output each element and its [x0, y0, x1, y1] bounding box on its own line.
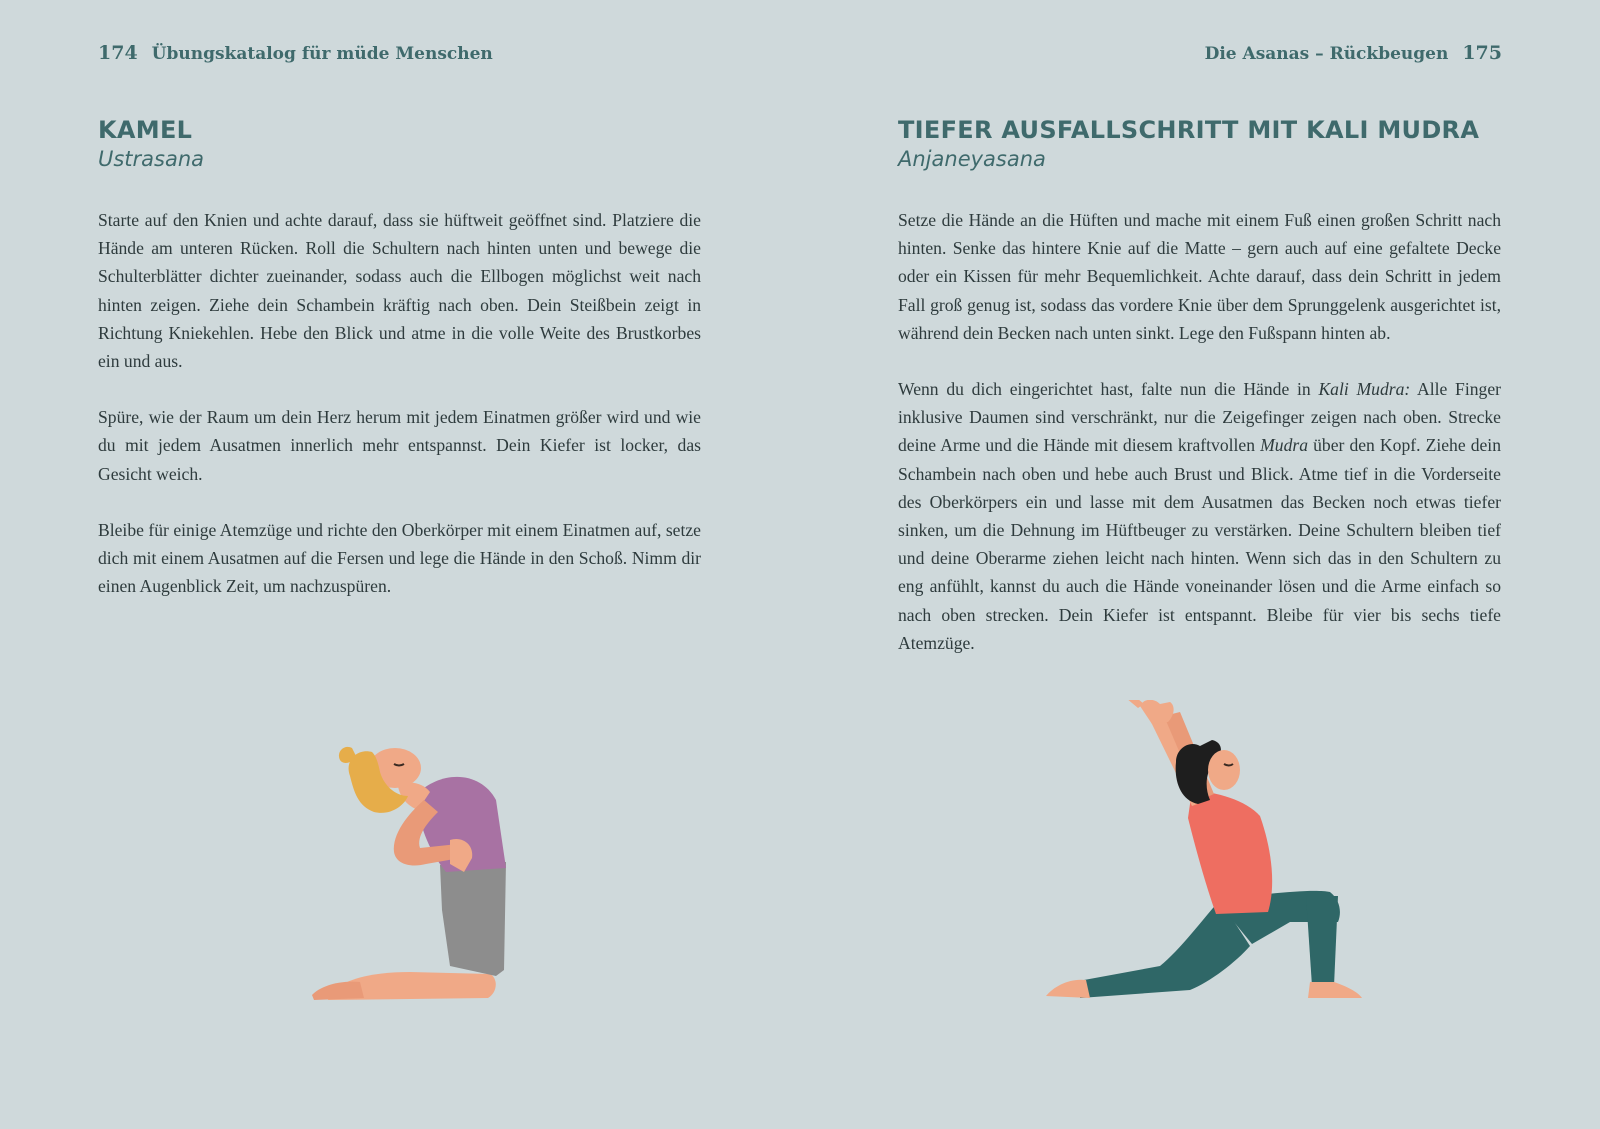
lunge-back-foot	[1046, 980, 1090, 998]
lunge-pose-sanskrit-name: Anjaneyasana	[898, 147, 1046, 171]
camel-paragraph-1: Starte auf den Knien und achte darauf, dass sie hüftweit geöffnet sind. Platziere die Hände am unteren Rücken. Roll die Schultern nach hinten unten und bewege die Schulterblätter dichter zueinander, sodass auch die Ellbogen möglichst weit nach hinten zeigen. Ziehe dein Schambein kräftig nach oben. Dein Steißbein zeigt in Richtung Kniekehlen. Hebe den Blick und atme in die volle Weite des Brustkorbes ein und aus.	[98, 210, 701, 372]
lunge-paragraph-2-part-1: Wenn du dich eingerichtet hast, falte nun die Hände in	[898, 379, 1319, 400]
lunge-back-leg	[1080, 900, 1250, 998]
lunge-pose-illustration	[1040, 700, 1370, 1020]
lunge-title-block	[898, 115, 1479, 173]
lunge-front-shin	[1306, 896, 1338, 986]
camel-paragraph-2: Spüre, wie der Raum um dein Herz herum mit jedem Einatmen größer wird und wie du mit jedem Ausatmen innerlich mehr entspannst. Dein Kiefer ist locker, das Gesicht weich.	[98, 407, 701, 484]
lunge-paragraph-2	[898, 375, 1501, 657]
right-running-head	[1205, 42, 1502, 64]
lunge-paragraph-1: Setze die Hände an die Hüften und mache mit einem Fuß einen großen Schritt nach hinten. Senke das hintere Knie auf die Matte – gern auch auf eine gefaltete Decke oder ein Kissen für mehr Bequemlichkeit. Achte darauf, dass dein Schritt in jedem Fall groß genug ist, sodass das vordere Knie über dem Sprunggelenk ausgerichtet ist, während dein Becken nach unten sinkt. Lege den Fußspann hinten ab.	[898, 210, 1501, 343]
camel-shorts	[440, 862, 506, 976]
camel-instructions	[98, 206, 701, 628]
camel-foot	[312, 982, 364, 1000]
camel-paragraph-3: Bleibe für einige Atemzüge und richte den Oberkörper mit einem Einatmen auf, setze dich mit einem Ausatmen auf die Fersen und lege die Hände in den Schoß. Nimm dir einen Augenblick Zeit, um nachzuspüren.	[98, 519, 701, 597]
lunge-shirt	[1188, 790, 1272, 914]
camel-pose-sanskrit-name: Ustrasana	[98, 147, 205, 171]
lunge-instructions	[898, 206, 1501, 685]
lunge-hands	[1140, 700, 1174, 724]
left-header-title: Übungskatalog für müde Menschen	[151, 44, 493, 64]
left-running-head	[98, 42, 493, 64]
right-page	[800, 0, 1600, 1129]
lunge-front-foot	[1308, 982, 1362, 998]
camel-pose-title: KAMEL	[98, 116, 193, 144]
camel-pose-illustration	[300, 740, 540, 1010]
lunge-paragraph-2-part-2: Alle Finger inklusive Daumen sind verschränkt, nur die Zeigefinger zeigen nach oben. Strecke deine Arme und die Hände mit diesem kraftvollen	[898, 379, 1501, 456]
page-number-right: 175	[1462, 42, 1502, 64]
kali-mudra-term: Kali Mudra:	[1318, 379, 1411, 400]
lunge-paragraph-2-part-3: über den Kopf. Ziehe dein Schambein nach oben und hebe auch Brust und Blick. Atme tief in die Vorderseite des Oberkörpers ein und lasse mit dem Ausatmen das Becken noch etwas tiefer sinken, um die Dehnung im Hüftbeuger zu verstärken. Deine Schultern bleiben tief und deine Oberarme ziehen leicht nach hinten. Wenn sich das in den Schultern zu eng anfühlt, kannst du auch die Hände voneinander lösen und die Arme einfach so nach oben strecken. Dein Kiefer ist entspannt. Bleibe für vier bis sechs tiefe Atemzüge.	[898, 435, 1501, 653]
camel-title-block	[98, 115, 204, 173]
right-header-title: Die Asanas – Rückbeugen	[1204, 44, 1449, 64]
page-number-left: 174	[98, 42, 138, 64]
lunge-pose-title: TIEFER AUSFALLSCHRITT MIT KALI MUDRA	[898, 116, 1480, 144]
mudra-term: Mudra	[1260, 435, 1309, 456]
lunge-face	[1208, 750, 1240, 790]
